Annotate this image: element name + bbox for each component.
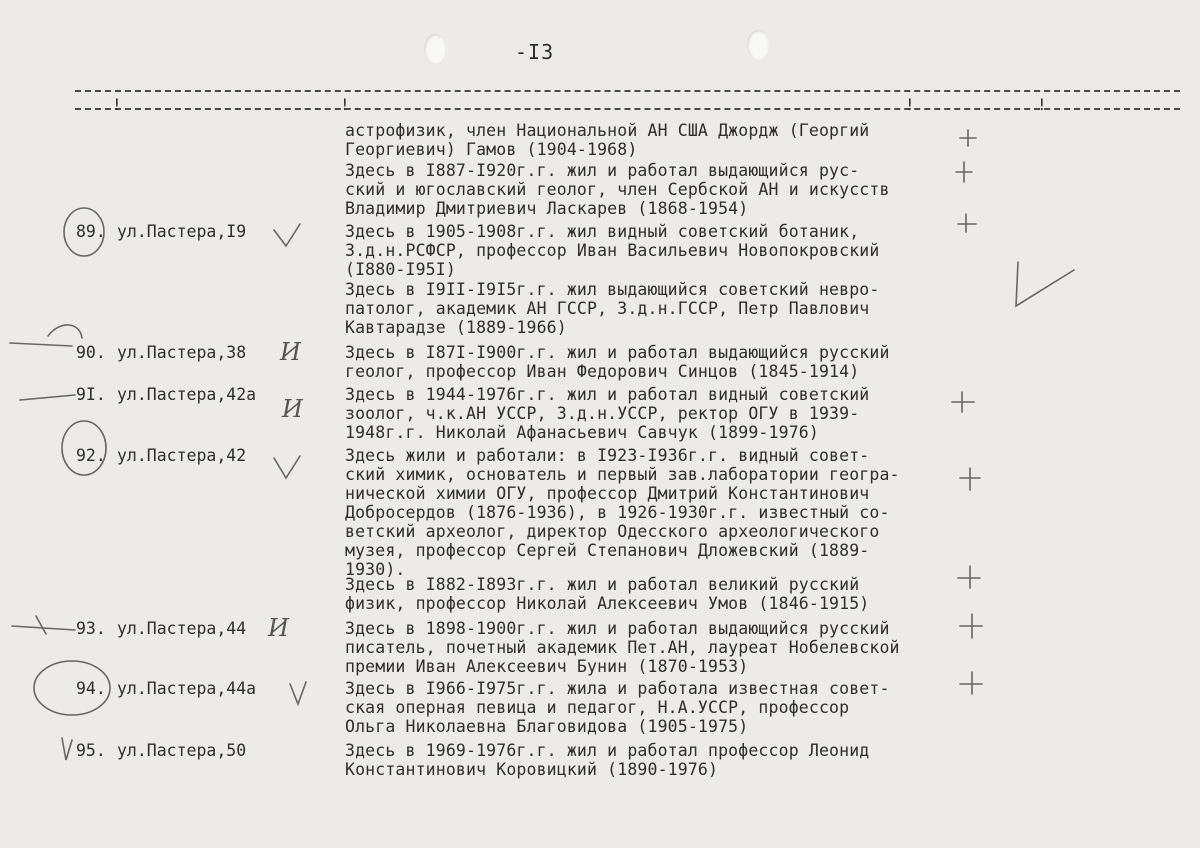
circle-mark: [48, 325, 82, 338]
check-mark: [290, 682, 306, 704]
plus-mark: [958, 214, 976, 232]
entry-text: Здесь жили и работали: в I923-I936г.г. видный совет- ский химик, основатель и первый зав.лаборатории геогра- нической химии ОГУ, профессор Дмитрий Константинович Добросердов (1876-1936), в 1926-1930г.г. известный со- ветский археолог, директор Одесского археологического музея, профессор Сергей Степанович Дложевский (1889- 1930).: [345, 446, 900, 579]
entry-number: 89.: [76, 222, 106, 241]
pencil-mark: И: [268, 614, 289, 642]
plus-mark: [960, 672, 982, 694]
entry-address: ул.Пастера,44: [117, 619, 247, 638]
circle-mark: [62, 421, 106, 475]
entry-number: 9I.: [76, 385, 106, 404]
entry-text: Здесь в I87I-I900г.г. жил и работал выдающийся русский геолог, профессор Иван Федорович Синцов (1845-1914): [345, 343, 890, 381]
strike-mark: [10, 343, 72, 346]
entry-text: Здесь в I966-I975г.г. жила и работала известная совет- ская оперная певица и педагог, Н.А.УССР, профессор Ольга Николаевна Благовидова (1905-1975): [345, 679, 890, 736]
plus-mark: [956, 162, 972, 182]
strike-mark: [36, 616, 46, 634]
pencil-mark: И: [280, 338, 301, 366]
large-check-mark: [1016, 262, 1074, 306]
entry-text: Здесь в 1898-1900г.г. жил и работал выдающийся русский писатель, почетный академик Пет.АН, лауреат Нобелевской премии Иван Алексеевич Бунин (1870-1953): [345, 619, 900, 676]
plus-mark: [960, 614, 982, 638]
entry-address: ул.Пастера,38: [117, 343, 247, 362]
entry-number: 94.: [76, 679, 106, 698]
entry-text: Здесь в 1969-1976г.г. жил и работал профессор Леонид Константинович Коровицкий (1890-1976): [345, 741, 870, 779]
plus-mark: [960, 468, 980, 490]
circle-mark: [64, 208, 104, 256]
plus-mark: [960, 130, 976, 146]
entry-text: астрофизик, член Национальной АН США Джордж (Георгий Георгиевич) Гамов (1904-1968): [345, 121, 870, 159]
strike-mark: [62, 738, 72, 760]
check-mark: [274, 456, 300, 478]
column-marker: !: [905, 95, 915, 114]
entry-number: 92.: [76, 446, 106, 465]
plus-mark: [952, 392, 974, 412]
column-marker: !: [340, 95, 350, 114]
entry-number: 95.: [76, 741, 106, 760]
page-number: -I3: [515, 40, 555, 64]
entry-number: 93.: [76, 619, 106, 638]
entry-text: Здесь в 1905-1908г.г. жил видный советский ботаник, З.д.н.РСФСР, профессор Иван Васильевич Новопокровский (I880-I95I): [345, 222, 880, 279]
entry-text: Здесь в 1944-1976г.г. жил и работал видный советский зоолог, ч.к.АН УССР, З.д.н.УССР, ректор ОГУ в 1939- 1948г.г. Николай Афанасьевич Савчук (1899-1976): [345, 385, 870, 442]
column-marker: !: [112, 95, 122, 114]
entry-address: ул.Пастера,I9: [117, 222, 247, 241]
entry-address: ул.Пастера,50: [117, 741, 247, 760]
pencil-mark: И: [282, 395, 303, 423]
check-mark: [274, 224, 300, 246]
column-marker: !: [1037, 95, 1047, 114]
entry-text: Здесь в I882-I893г.г. жил и работал великий русский физик, профессор Николай Алексеевич Умов (1846-1915): [345, 575, 870, 613]
strike-mark: [20, 395, 75, 400]
entry-text: Здесь в I887-I920г.г. жил и работал выдающийся рус- ский и югославский геолог, член Сербской АН и искусств Владимир Дмитриевич Ласкарев (1868-1954): [345, 161, 890, 218]
plus-mark: [958, 566, 980, 588]
entry-address: ул.Пастера,44а: [117, 679, 257, 698]
entry-number: 90.: [76, 343, 106, 362]
entry-address: ул.Пастера,42а: [117, 385, 257, 404]
entry-text: Здесь в I9II-I9I5г.г. жил выдающийся советский невро- патолог, академик АН ГССР, З.д.н.ГССР, Петр Павлович Кавтарадзе (1889-1966): [345, 280, 880, 337]
circle-mark: [34, 661, 110, 715]
entry-address: ул.Пастера,42: [117, 446, 247, 465]
